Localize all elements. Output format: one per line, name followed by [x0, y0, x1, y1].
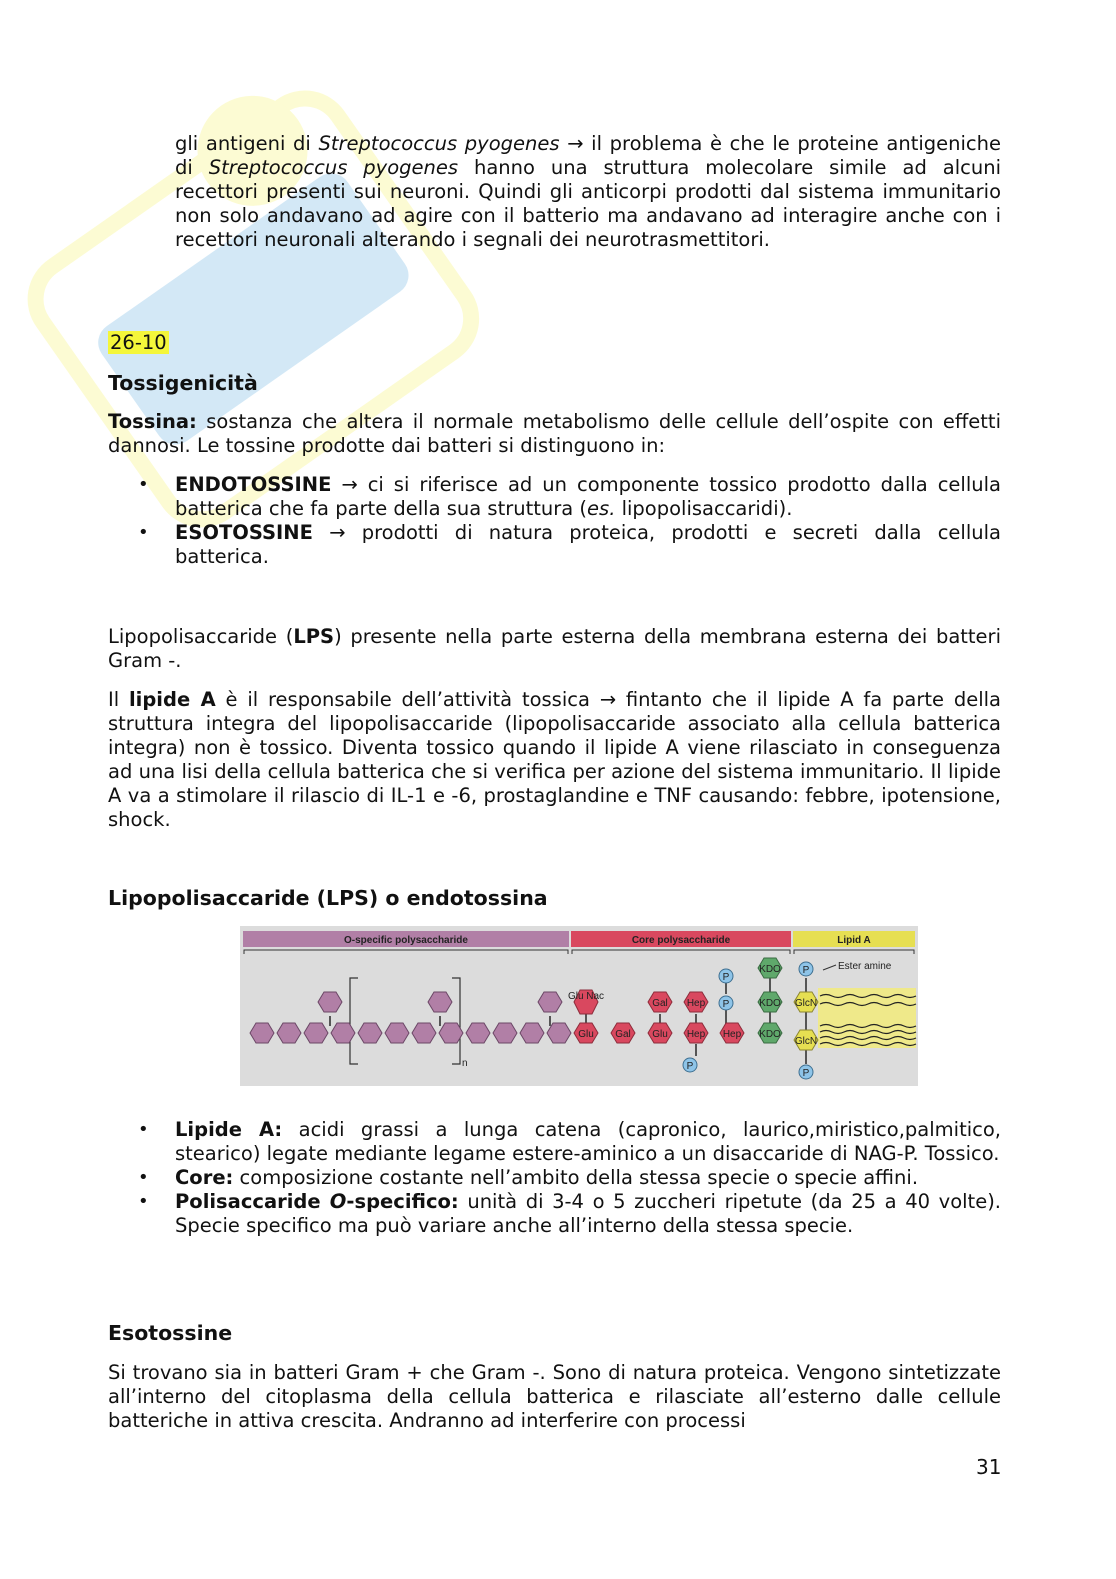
gal-label: Gal	[615, 1029, 631, 1040]
list-item: • Lipide A: acidi grassi a lunga catena (capronico, laurico,miristico,palmitico, stearico) legate mediante legame estere-aminico a un disaccaride di NAG-P. Tossico.	[138, 1118, 1001, 1165]
section-heading-lps: Lipopolisaccaride (LPS) o endotossina	[108, 886, 548, 910]
list-item: • Core: composizione costante nell’ambito della stessa specie o specie affini.	[138, 1166, 919, 1189]
lps-structure-diagram	[240, 926, 918, 1086]
phosphate-label: P	[802, 1068, 810, 1079]
kdo-label: KDO	[759, 998, 781, 1009]
glcn-label: GlcN	[794, 998, 818, 1009]
gal-label: Gal	[652, 998, 668, 1009]
tossina-definition: Tossina: sostanza che altera il normale metabolismo delle cellule dell’ospite con effetti dannosi. Le tossine prodotte dai batteri si distinguono in:	[108, 410, 1001, 457]
kdo-label: KDO	[759, 1029, 781, 1040]
phosphate-label: P	[802, 965, 810, 976]
lps-components-list	[108, 1118, 1001, 1238]
hep-label: Hep	[686, 998, 706, 1009]
lipid-a-paragraph: Il lipide A è il responsabile dell’attività tossica → fintanto che il lipide A fa parte della struttura integra del lipopolisaccaride (lipopolisaccaride associato alla cellula batterica integra) non è tossico. Diventa tossico quando il lipide A viene rilasciato in conseguenza ad una lisi della cellula batterica che si verifica per azione del sistema immunitario. Il lipide A va a stimolare il rilascio di IL-1 e -6, prostaglandine e TNF causando: febbre, ipotensione, shock.	[108, 688, 1001, 831]
lps-intro-paragraph: Lipopolisaccaride (LPS) presente nella parte esterna della membrana esterna dei batteri Gram -.	[108, 625, 1001, 672]
phosphate-label: P	[722, 972, 730, 983]
lipid-a-label: Lipid A	[837, 935, 871, 946]
phosphate-label: P	[722, 999, 730, 1010]
section-heading-tossigenicita: Tossigenicità	[108, 371, 258, 395]
repeat-n-label: n	[462, 1058, 468, 1069]
date-tag: 26-10	[110, 331, 167, 354]
glcn-label: GlcN	[794, 1036, 818, 1047]
esotossine-paragraph: Si trovano sia in batteri Gram + che Gram -. Sono di natura proteica. Vengono sintetizzate all’interno del citoplasma della cellula batterica e rilasciate all’esterno dalle cellule batteriche in attiva crescita. Andranno ad interferire con processi	[108, 1361, 1001, 1432]
toxin-list	[108, 473, 1001, 569]
ester-amine-label: Ester amine	[838, 961, 892, 972]
hep-label: Hep	[722, 1029, 742, 1040]
glu-label: Glu	[652, 1029, 668, 1040]
glu-label: Glu	[578, 1029, 594, 1040]
section-heading-esotossine: Esotossine	[108, 1321, 233, 1345]
glunac-label: Glu Nac	[567, 991, 605, 1002]
continuation-paragraph: gli antigeni di Streptococcus pyogenes → il problema è che le proteine antigeniche di Streptococcus pyogenes hanno una struttura molecolare simile ad alcuni recettori presenti sui neuroni. Quindi gli anticorpi prodotti dal sistema immunitario non solo andavano ad agire con il batterio ma andavano ad interagire anche con i recettori neuronali alterando i segnali dei neurotrasmettitori.	[175, 132, 1001, 251]
page-number: 31	[976, 1455, 1002, 1479]
list-item: • Polisaccaride O-specifico: unità di 3-4 o 5 zuccheri ripetute (da 25 a 40 volte). Specie specifico ma può variare anche all’interno della stessa specie.	[138, 1190, 1001, 1237]
o-specific-label: O-specific polysaccharide	[344, 935, 468, 946]
list-item: • ENDOTOSSINE → ci si riferisce ad un componente tossico prodotto dalla cellula batterica che fa parte della sua struttura (es. lipopolisaccaridi).	[138, 473, 1001, 520]
hep-label: Hep	[686, 1029, 706, 1040]
phosphate-label: P	[686, 1061, 694, 1072]
list-item: • ESOTOSSINE → prodotti di natura proteica, prodotti e secreti dalla cellula batterica.	[138, 521, 1001, 568]
core-label: Core polysaccharide	[631, 935, 731, 946]
kdo-label: KDO	[759, 964, 781, 975]
